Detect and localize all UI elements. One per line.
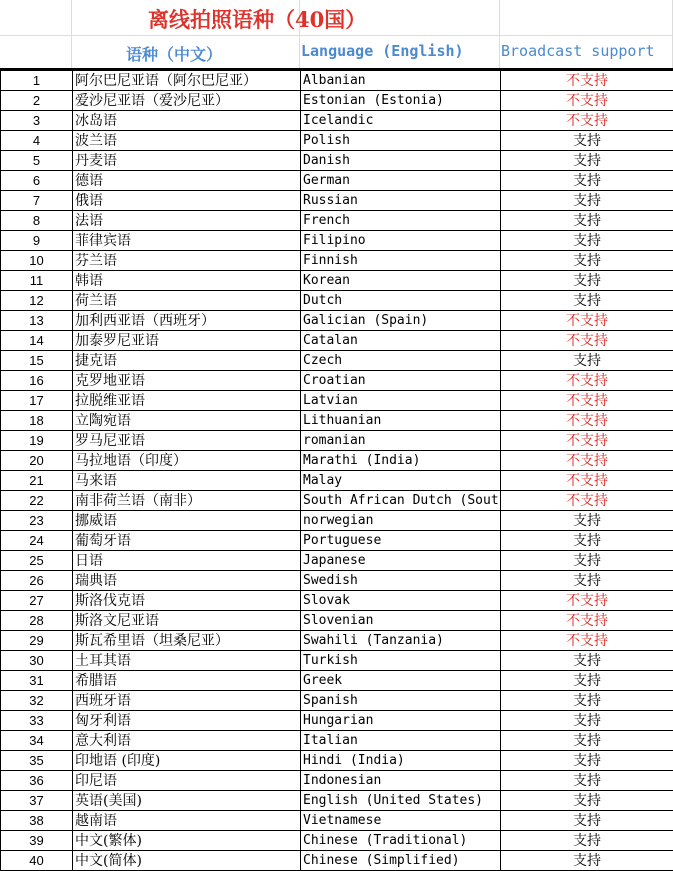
broadcast-support-cell[interactable]: 不支持 bbox=[501, 491, 673, 511]
english-name-cell[interactable]: Filipino bbox=[301, 231, 501, 251]
english-name-cell[interactable]: Albanian bbox=[301, 71, 501, 91]
broadcast-support-cell[interactable]: 支持 bbox=[501, 211, 673, 231]
chinese-name-cell[interactable]: 丹麦语 bbox=[73, 151, 301, 171]
row-number-cell[interactable]: 4 bbox=[1, 131, 73, 151]
table-row bbox=[1, 291, 673, 311]
table-row bbox=[1, 791, 673, 811]
row-number-cell[interactable]: 21 bbox=[1, 471, 73, 491]
english-name-cell[interactable]: norwegian bbox=[301, 511, 501, 531]
chinese-name-cell[interactable]: 英语(美国) bbox=[73, 791, 301, 811]
row-number-cell[interactable]: 28 bbox=[1, 611, 73, 631]
table-row bbox=[1, 191, 673, 211]
row-number-cell[interactable]: 32 bbox=[1, 691, 73, 711]
broadcast-support-cell[interactable]: 支持 bbox=[501, 151, 673, 171]
table-row bbox=[1, 831, 673, 851]
chinese-name-cell[interactable]: 中文(繁体) bbox=[73, 831, 301, 851]
table-row bbox=[1, 771, 673, 791]
table-row bbox=[1, 251, 673, 271]
english-name-cell[interactable]: Icelandic bbox=[301, 111, 501, 131]
english-name-cell[interactable]: Czech bbox=[301, 351, 501, 371]
english-name-cell[interactable]: Korean bbox=[301, 271, 501, 291]
broadcast-support-cell[interactable]: 不支持 bbox=[501, 611, 673, 631]
table-row bbox=[1, 631, 673, 651]
table-row bbox=[1, 591, 673, 611]
row-number-cell[interactable]: 30 bbox=[1, 651, 73, 671]
table-row bbox=[1, 671, 673, 691]
broadcast-support-cell[interactable]: 支持 bbox=[501, 191, 673, 211]
row-number-cell[interactable]: 14 bbox=[1, 331, 73, 351]
broadcast-support-cell[interactable]: 支持 bbox=[501, 251, 673, 271]
broadcast-support-cell[interactable]: 不支持 bbox=[501, 331, 673, 351]
row-number-cell[interactable]: 25 bbox=[1, 551, 73, 571]
row-number-cell[interactable]: 38 bbox=[1, 811, 73, 831]
english-name-cell[interactable]: Greek bbox=[301, 671, 501, 691]
broadcast-support-cell[interactable]: 支持 bbox=[501, 711, 673, 731]
table-row bbox=[1, 691, 673, 711]
english-name-cell[interactable]: Croatian bbox=[301, 371, 501, 391]
english-name-cell[interactable]: Russian bbox=[301, 191, 501, 211]
english-name-cell[interactable]: German bbox=[301, 171, 501, 191]
table-row bbox=[1, 411, 673, 431]
broadcast-support-cell[interactable]: 支持 bbox=[501, 271, 673, 291]
broadcast-support-cell[interactable]: 不支持 bbox=[501, 411, 673, 431]
broadcast-support-cell[interactable]: 支持 bbox=[501, 531, 673, 551]
row-number-cell[interactable]: 18 bbox=[1, 411, 73, 431]
broadcast-support-cell[interactable]: 支持 bbox=[501, 831, 673, 851]
row-number-cell[interactable]: 13 bbox=[1, 311, 73, 331]
chinese-name-cell[interactable]: 日语 bbox=[73, 551, 301, 571]
english-name-cell[interactable]: Slovak bbox=[301, 591, 501, 611]
title-row-cell-a[interactable] bbox=[0, 0, 72, 36]
chinese-name-cell[interactable]: 菲律宾语 bbox=[73, 231, 301, 251]
chinese-name-cell[interactable]: 葡萄牙语 bbox=[73, 531, 301, 551]
table-row bbox=[1, 751, 673, 771]
chinese-name-cell[interactable]: 中文(简体) bbox=[73, 851, 301, 871]
english-name-cell[interactable]: Galician (Spain) bbox=[301, 311, 501, 331]
broadcast-support-cell[interactable]: 不支持 bbox=[501, 431, 673, 451]
broadcast-support-cell[interactable]: 支持 bbox=[501, 851, 673, 871]
chinese-name-cell[interactable]: 拉脱维亚语 bbox=[73, 391, 301, 411]
table-row bbox=[1, 551, 673, 571]
row-number-cell[interactable]: 29 bbox=[1, 631, 73, 651]
english-name-cell[interactable]: Dutch bbox=[301, 291, 501, 311]
table-row bbox=[1, 471, 673, 491]
chinese-name-cell[interactable]: 斯洛伐克语 bbox=[73, 591, 301, 611]
table-row bbox=[1, 511, 673, 531]
chinese-name-cell[interactable]: 意大利语 bbox=[73, 731, 301, 751]
chinese-name-cell[interactable]: 希腊语 bbox=[73, 671, 301, 691]
table-row bbox=[1, 271, 673, 291]
chinese-name-cell[interactable]: 马拉地语（印度） bbox=[73, 451, 301, 471]
table-row bbox=[1, 111, 673, 131]
broadcast-support-cell[interactable]: 支持 bbox=[501, 771, 673, 791]
english-name-cell[interactable]: Spanish bbox=[301, 691, 501, 711]
table-row bbox=[1, 371, 673, 391]
chinese-name-cell[interactable]: 西班牙语 bbox=[73, 691, 301, 711]
english-name-cell[interactable]: Catalan bbox=[301, 331, 501, 351]
table-row bbox=[1, 151, 673, 171]
row-number-cell[interactable]: 19 bbox=[1, 431, 73, 451]
broadcast-support-cell[interactable]: 支持 bbox=[501, 751, 673, 771]
broadcast-support-cell[interactable]: 不支持 bbox=[501, 451, 673, 471]
broadcast-support-cell[interactable]: 支持 bbox=[501, 131, 673, 151]
english-name-cell[interactable]: romanian bbox=[301, 431, 501, 451]
row-number-cell[interactable]: 36 bbox=[1, 771, 73, 791]
table-row bbox=[1, 131, 673, 151]
language-table-body bbox=[1, 71, 673, 871]
broadcast-support-cell[interactable]: 不支持 bbox=[501, 111, 673, 131]
broadcast-support-cell[interactable]: 支持 bbox=[501, 291, 673, 311]
chinese-name-cell[interactable]: 罗马尼亚语 bbox=[73, 431, 301, 451]
table-row bbox=[1, 91, 673, 111]
row-number-cell[interactable]: 22 bbox=[1, 491, 73, 511]
chinese-name-cell[interactable]: 南非荷兰语（南非） bbox=[73, 491, 301, 511]
english-name-cell[interactable]: Turkish bbox=[301, 651, 501, 671]
row-number-cell[interactable]: 33 bbox=[1, 711, 73, 731]
english-name-cell[interactable]: Latvian bbox=[301, 391, 501, 411]
row-number-cell[interactable]: 34 bbox=[1, 731, 73, 751]
row-number-cell[interactable]: 5 bbox=[1, 151, 73, 171]
title-row bbox=[0, 0, 673, 36]
chinese-name-cell[interactable]: 韩语 bbox=[73, 271, 301, 291]
row-number-cell[interactable]: 17 bbox=[1, 391, 73, 411]
broadcast-support-cell[interactable]: 支持 bbox=[501, 731, 673, 751]
chinese-name-cell[interactable]: 冰岛语 bbox=[73, 111, 301, 131]
row-number-cell[interactable]: 26 bbox=[1, 571, 73, 591]
broadcast-support-cell[interactable]: 支持 bbox=[501, 551, 673, 571]
table-row bbox=[1, 71, 673, 91]
table-row bbox=[1, 531, 673, 551]
row-number-cell[interactable]: 6 bbox=[1, 171, 73, 191]
broadcast-support-cell[interactable]: 不支持 bbox=[501, 311, 673, 331]
row-number-cell[interactable]: 11 bbox=[1, 271, 73, 291]
chinese-name-cell[interactable]: 斯洛文尼亚语 bbox=[73, 611, 301, 631]
table-row bbox=[1, 571, 673, 591]
table-row bbox=[1, 431, 673, 451]
english-name-cell[interactable]: Malay bbox=[301, 471, 501, 491]
table-row bbox=[1, 451, 673, 471]
english-name-cell[interactable]: Swahili (Tanzania) bbox=[301, 631, 501, 651]
table-row bbox=[1, 231, 673, 251]
chinese-name-cell[interactable]: 印地语 (印度) bbox=[73, 751, 301, 771]
chinese-name-cell[interactable]: 斯瓦希里语（坦桑尼亚） bbox=[73, 631, 301, 651]
english-name-cell[interactable]: Swedish bbox=[301, 571, 501, 591]
table-row bbox=[1, 711, 673, 731]
row-number-cell[interactable]: 3 bbox=[1, 111, 73, 131]
english-name-cell[interactable]: Danish bbox=[301, 151, 501, 171]
broadcast-support-cell[interactable]: 不支持 bbox=[501, 71, 673, 91]
broadcast-support-cell[interactable]: 不支持 bbox=[501, 631, 673, 651]
english-name-cell[interactable]: Lithuanian bbox=[301, 411, 501, 431]
english-name-cell[interactable]: Indonesian bbox=[301, 771, 501, 791]
broadcast-support-cell[interactable]: 支持 bbox=[501, 671, 673, 691]
english-name-cell[interactable]: Marathi (India) bbox=[301, 451, 501, 471]
table-row bbox=[1, 211, 673, 231]
chinese-name-cell[interactable]: 阿尔巴尼亚语（阿尔巴尼亚） bbox=[73, 71, 301, 91]
chinese-name-cell[interactable]: 波兰语 bbox=[73, 131, 301, 151]
chinese-name-cell[interactable]: 匈牙利语 bbox=[73, 711, 301, 731]
row-number-cell[interactable]: 7 bbox=[1, 191, 73, 211]
broadcast-support-cell[interactable]: 支持 bbox=[501, 691, 673, 711]
english-name-cell[interactable]: Portuguese bbox=[301, 531, 501, 551]
table-row bbox=[1, 171, 673, 191]
broadcast-support-cell[interactable]: 支持 bbox=[501, 791, 673, 811]
english-name-cell[interactable]: Polish bbox=[301, 131, 501, 151]
english-name-cell[interactable]: Vietnamese bbox=[301, 811, 501, 831]
row-number-cell[interactable]: 37 bbox=[1, 791, 73, 811]
chinese-name-cell[interactable]: 克罗地亚语 bbox=[73, 371, 301, 391]
table-row bbox=[1, 651, 673, 671]
chinese-name-cell[interactable]: 俄语 bbox=[73, 191, 301, 211]
broadcast-support-cell[interactable]: 支持 bbox=[501, 811, 673, 831]
header-row bbox=[0, 36, 673, 69]
broadcast-support-cell[interactable]: 不支持 bbox=[501, 391, 673, 411]
chinese-name-cell[interactable]: 立陶宛语 bbox=[73, 411, 301, 431]
chinese-name-cell[interactable]: 瑞典语 bbox=[73, 571, 301, 591]
chinese-name-cell[interactable]: 德语 bbox=[73, 171, 301, 191]
table-row bbox=[1, 491, 673, 511]
row-number-cell[interactable]: 12 bbox=[1, 291, 73, 311]
table-row bbox=[1, 311, 673, 331]
row-number-cell[interactable]: 10 bbox=[1, 251, 73, 271]
column-header-chinese: 语种（中文） bbox=[126, 42, 222, 65]
chinese-name-cell[interactable]: 捷克语 bbox=[73, 351, 301, 371]
row-number-cell[interactable]: 15 bbox=[1, 351, 73, 371]
chinese-name-cell[interactable]: 印尼语 bbox=[73, 771, 301, 791]
chinese-name-cell[interactable]: 爱沙尼亚语（爱沙尼亚） bbox=[73, 91, 301, 111]
broadcast-support-cell[interactable]: 不支持 bbox=[501, 591, 673, 611]
chinese-name-cell[interactable]: 加利西亚语（西班牙） bbox=[73, 311, 301, 331]
broadcast-support-cell[interactable]: 支持 bbox=[501, 351, 673, 371]
row-number-cell[interactable]: 9 bbox=[1, 231, 73, 251]
table-row bbox=[1, 611, 673, 631]
title-row-cell-d[interactable] bbox=[500, 0, 673, 36]
chinese-name-cell[interactable]: 越南语 bbox=[73, 811, 301, 831]
table-row bbox=[1, 731, 673, 751]
table-row bbox=[1, 811, 673, 831]
english-name-cell[interactable]: Hindi (India) bbox=[301, 751, 501, 771]
english-name-cell[interactable]: Hungarian bbox=[301, 711, 501, 731]
row-number-cell[interactable]: 1 bbox=[1, 71, 73, 91]
broadcast-support-cell[interactable]: 支持 bbox=[501, 511, 673, 531]
english-name-cell[interactable]: Chinese (Traditional) bbox=[301, 831, 501, 851]
table-row bbox=[1, 331, 673, 351]
english-name-cell[interactable]: English (United States) bbox=[301, 791, 501, 811]
column-header-english: Language (English) bbox=[301, 42, 464, 60]
english-name-cell[interactable]: Finnish bbox=[301, 251, 501, 271]
row-number-cell[interactable]: 39 bbox=[1, 831, 73, 851]
row-number-cell[interactable]: 31 bbox=[1, 671, 73, 691]
row-number-cell[interactable]: 40 bbox=[1, 851, 73, 871]
table-row bbox=[1, 351, 673, 371]
row-number-cell[interactable]: 24 bbox=[1, 531, 73, 551]
chinese-name-cell[interactable]: 加泰罗尼亚语 bbox=[73, 331, 301, 351]
broadcast-support-cell[interactable]: 不支持 bbox=[501, 371, 673, 391]
english-name-cell[interactable]: Chinese (Simplified) bbox=[301, 851, 501, 871]
language-table bbox=[0, 70, 673, 871]
chinese-name-cell[interactable]: 荷兰语 bbox=[73, 291, 301, 311]
english-name-cell[interactable]: Japanese bbox=[301, 551, 501, 571]
broadcast-support-cell[interactable]: 支持 bbox=[501, 651, 673, 671]
chinese-name-cell[interactable]: 法语 bbox=[73, 211, 301, 231]
row-number-cell[interactable]: 27 bbox=[1, 591, 73, 611]
sheet-title: 离线拍照语种（40国） bbox=[148, 4, 366, 34]
row-number-cell[interactable]: 2 bbox=[1, 91, 73, 111]
chinese-name-cell[interactable]: 马来语 bbox=[73, 471, 301, 491]
broadcast-support-cell[interactable]: 支持 bbox=[501, 571, 673, 591]
broadcast-support-cell[interactable]: 支持 bbox=[501, 171, 673, 191]
english-name-cell[interactable]: South African Dutch (Sout bbox=[301, 491, 501, 511]
english-name-cell[interactable]: Estonian (Estonia) bbox=[301, 91, 501, 111]
english-name-cell[interactable]: Italian bbox=[301, 731, 501, 751]
column-header-broadcast: Broadcast support bbox=[501, 42, 655, 60]
table-row bbox=[1, 391, 673, 411]
header-cell-number[interactable] bbox=[0, 36, 72, 69]
chinese-name-cell[interactable]: 芬兰语 bbox=[73, 251, 301, 271]
row-number-cell[interactable]: 20 bbox=[1, 451, 73, 471]
english-name-cell[interactable]: Slovenian bbox=[301, 611, 501, 631]
row-number-cell[interactable]: 35 bbox=[1, 751, 73, 771]
chinese-name-cell[interactable]: 土耳其语 bbox=[73, 651, 301, 671]
row-number-cell[interactable]: 8 bbox=[1, 211, 73, 231]
broadcast-support-cell[interactable]: 支持 bbox=[501, 231, 673, 251]
broadcast-support-cell[interactable]: 不支持 bbox=[501, 91, 673, 111]
table-row bbox=[1, 851, 673, 871]
row-number-cell[interactable]: 16 bbox=[1, 371, 73, 391]
english-name-cell[interactable]: French bbox=[301, 211, 501, 231]
row-number-cell[interactable]: 23 bbox=[1, 511, 73, 531]
chinese-name-cell[interactable]: 挪威语 bbox=[73, 511, 301, 531]
broadcast-support-cell[interactable]: 不支持 bbox=[501, 471, 673, 491]
